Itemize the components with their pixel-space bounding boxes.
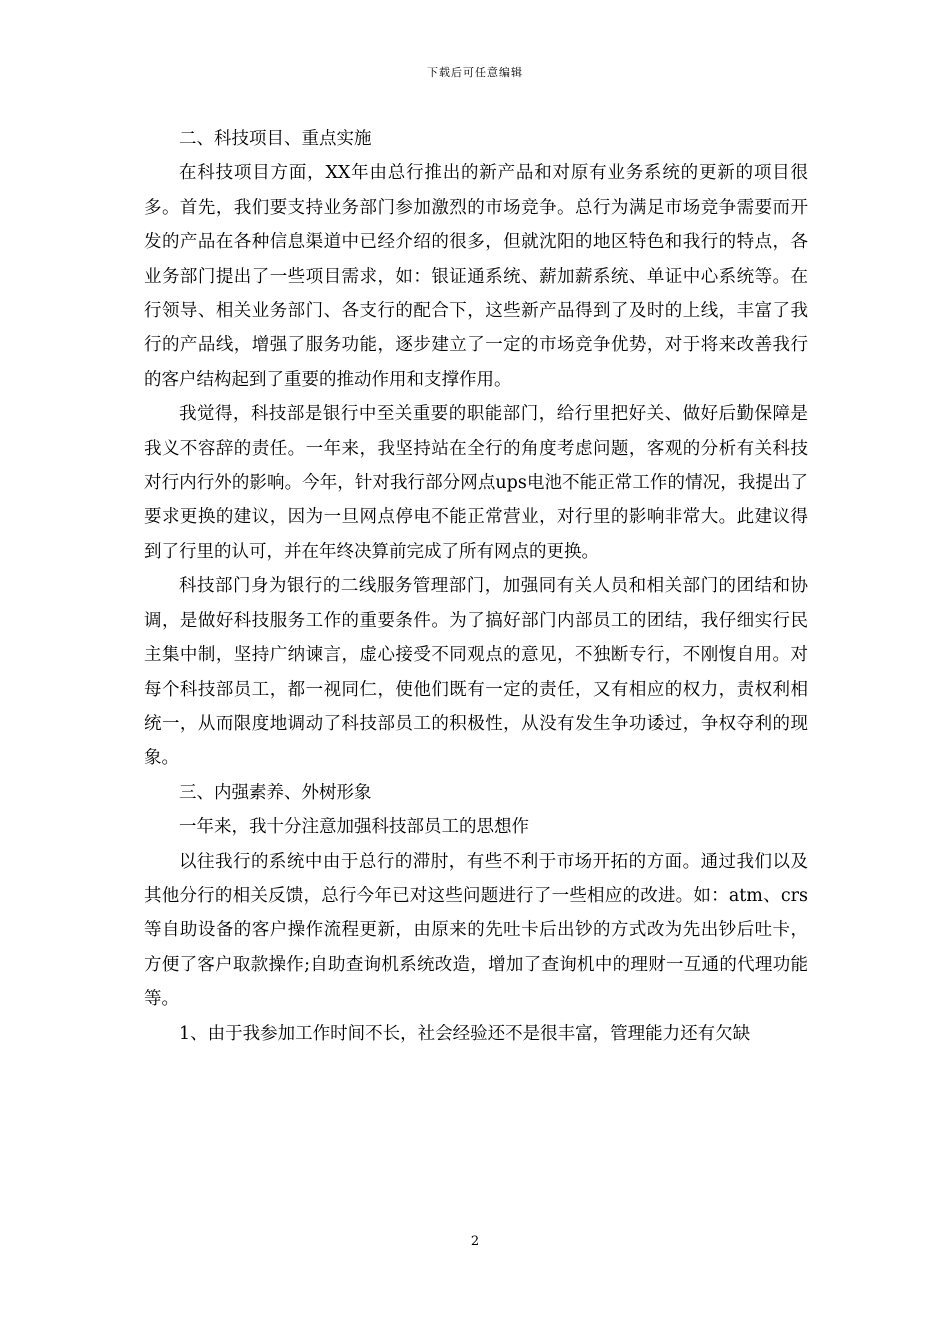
- section-heading: 三、内强素养、外树形象: [179, 782, 372, 803]
- paragraph: 以往我行的系统中由于总行的滞肘，有些不利于市场开拓的方面。通过我们以及其他分行的相关反馈，总行今年已对这些问题进行了一些相应的改进。如：atm、crs等自助设备的客户操作流程更新，由原来的先吐卡后出钞的方式改为先出钞后吐卡，方便了客户取款操作;自助查询机系统改造，增加了查询机中的理财一互通的代理功能等。: [144, 851, 808, 1010]
- paragraph: 科技部门身为银行的二线服务管理部门，加强同有关人员和相关部门的团结和协调，是做好科技服务工作的重要条件。为了搞好部门内部员工的团结，我仔细实行民主集中制，坚持广纳谏言，虚心接受不同观点的意见，不独断专行，不刚愎自用。对每个科技部员工，都一视同仁，使他们既有一定的责任，又有相应的权力，责权利相统一，从而限度地调动了科技部员工的积极性，从没有发生争功诿过，争权夺利的现象。: [144, 576, 808, 769]
- paragraph: 1、由于我参加工作时间不长，社会经验还不是很丰富，管理能力还有欠缺: [179, 1023, 751, 1044]
- page-number: 2: [470, 1234, 480, 1249]
- paragraph: 一年来，我十分注意加强科技部员工的思想作: [179, 817, 529, 838]
- paragraph: 在科技项目方面，XX年由总行推出的新产品和对原有业务系统的更新的项目很多。首先，我们要支持业务部门参加激烈的市场竞争。总行为满足市场竞争需要而开发的产品在各种信息渠道中已经介绍的很多，但就沈阳的地区特色和我行的特点，各业务部门提出了一些项目需求，如：银证通系统、薪加薪系统、单证中心系统等。在行领导、相关业务部门、各支行的配合下，这些新产品得到了及时的上线，丰富了我行的产品线，增强了服务功能，逐步建立了一定的市场竞争优势，对于将来改善我行的客户结构起到了重要的推动作用和支撑作用。: [144, 163, 808, 390]
- document-body: [144, 122, 808, 1051]
- section-heading: 二、科技项目、重点实施: [179, 129, 372, 149]
- page-header: 下载后可任意编辑: [427, 66, 523, 79]
- paragraph: 我觉得，科技部是银行中至关重要的职能部门，给行里把好关、做好后勤保障是我义不容辞的责任。一年来，我坚持站在全行的角度考虑问题，客观的分析有关科技对行内行外的影响。今年，针对我行部分网点ups电池不能正常工作的情况，我提出了要求更换的建议，因为一旦网点停电不能正常营业，对行里的影响非常大。此建议得到了行里的认可，并在年终决算前完成了所有网点的更换。: [144, 404, 808, 562]
